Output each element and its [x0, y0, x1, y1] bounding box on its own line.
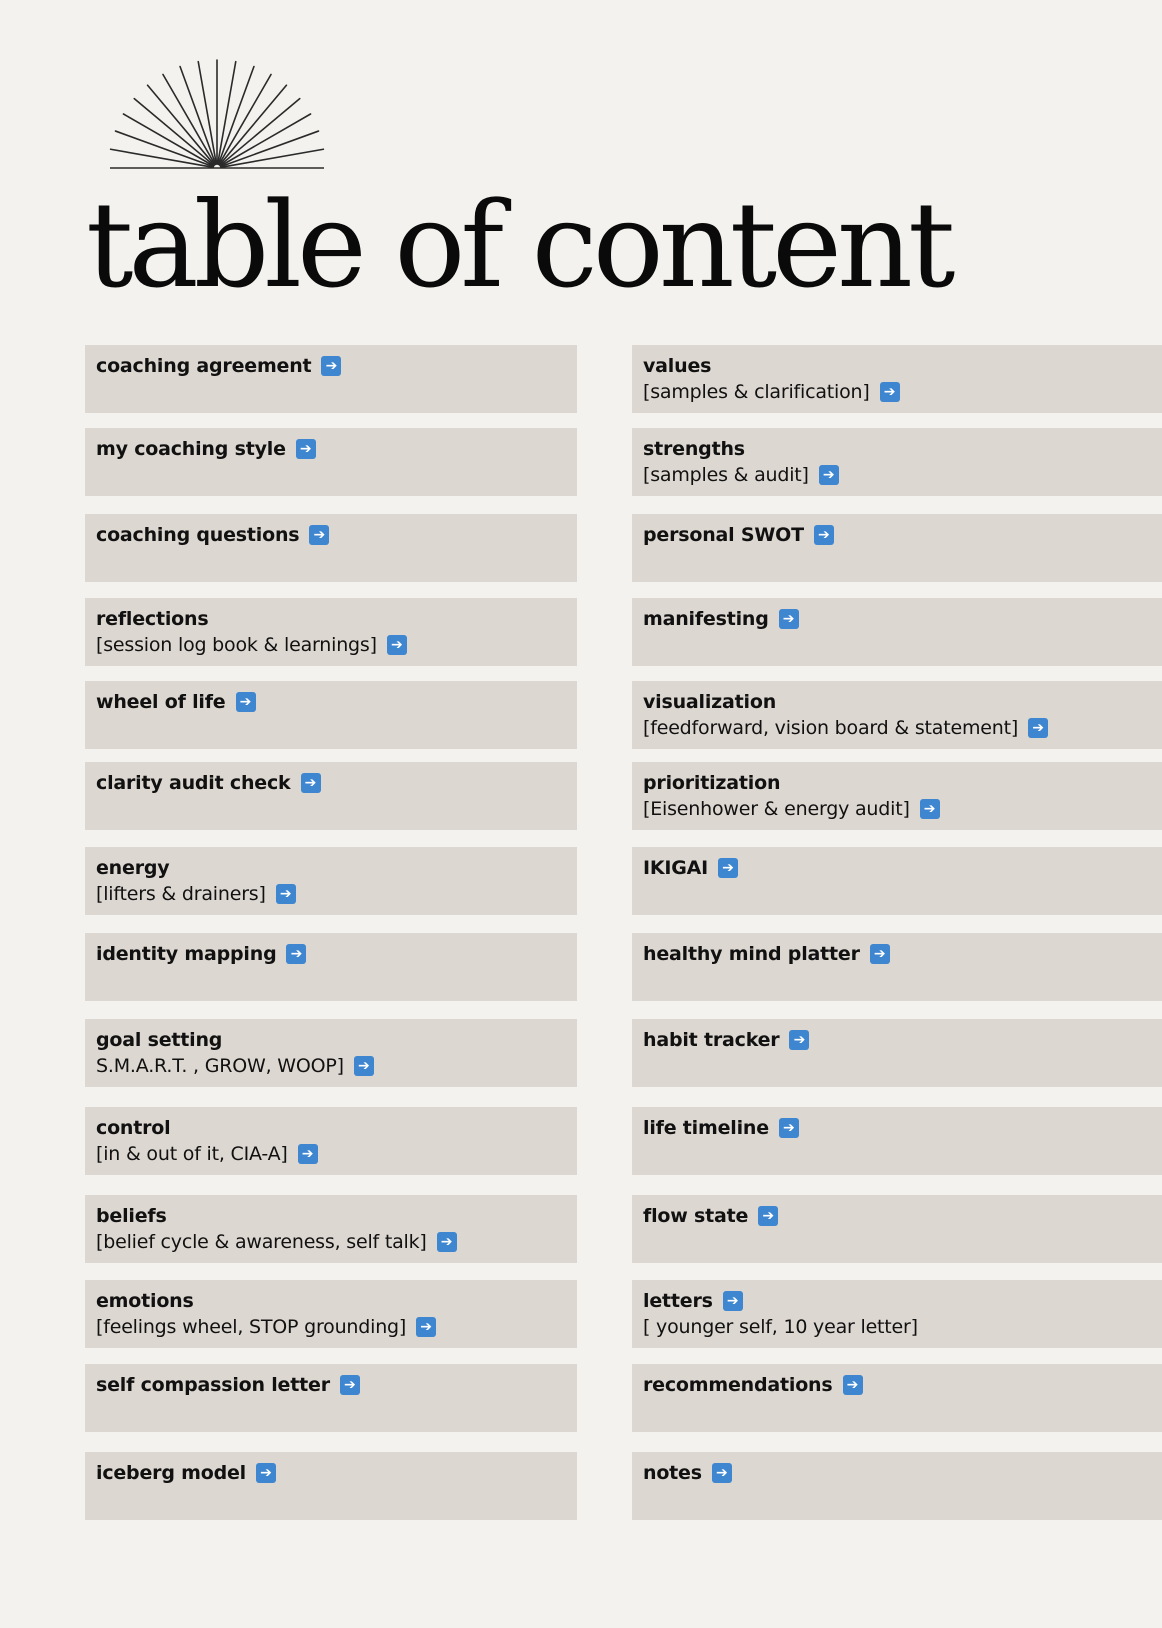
- toc-entry-label: prioritization: [643, 772, 781, 794]
- toc-entry-label: my coaching style: [96, 438, 286, 460]
- toc-entry-title-line: [96, 1288, 566, 1314]
- arrow-right-icon[interactable]: ➔: [296, 439, 316, 459]
- toc-entry-healthy-mind-platter[interactable]: [632, 933, 1162, 1001]
- toc-entry-label: emotions: [96, 1290, 194, 1312]
- toc-entry-beliefs[interactable]: [85, 1195, 577, 1263]
- toc-entry-label: letters: [643, 1290, 713, 1312]
- toc-entry-label: self compassion letter: [96, 1374, 330, 1396]
- arrow-right-icon[interactable]: ➔: [309, 525, 329, 545]
- toc-entry-subtitle-line: [643, 796, 1151, 822]
- toc-entry-subtitle-line: [643, 462, 1151, 488]
- toc-entry-subtitle-line: [96, 1229, 566, 1255]
- toc-entry-title-line: [96, 1027, 566, 1053]
- toc-entry-strengths[interactable]: [632, 428, 1162, 496]
- arrow-right-icon[interactable]: ➔: [321, 356, 341, 376]
- toc-entry-subtitle: [session log book & learnings]: [96, 634, 377, 656]
- arrow-right-icon[interactable]: ➔: [387, 635, 407, 655]
- toc-entry-subtitle: [in & out of it, CIA-A]: [96, 1143, 288, 1165]
- toc-entry-label: habit tracker: [643, 1029, 780, 1051]
- toc-entry-title-line: [643, 855, 1151, 881]
- toc-entry-label: healthy mind platter: [643, 943, 860, 965]
- arrow-right-icon[interactable]: ➔: [819, 465, 839, 485]
- toc-entry-subtitle-line: [96, 1053, 566, 1079]
- arrow-right-icon[interactable]: ➔: [758, 1206, 778, 1226]
- toc-entry-subtitle: [samples & clarification]: [643, 381, 870, 403]
- toc-entry-subtitle: [feelings wheel, STOP grounding]: [96, 1316, 407, 1338]
- toc-entry-subtitle-line: [96, 881, 566, 907]
- toc-entry-title-line: [643, 1115, 1151, 1141]
- toc-entry-subtitle: [ younger self, 10 year letter]: [643, 1316, 918, 1338]
- toc-entry-prioritization[interactable]: [632, 762, 1162, 830]
- toc-entry-title-line: [96, 522, 566, 548]
- toc-entry-ikigai[interactable]: [632, 847, 1162, 915]
- toc-entry-title-line: [96, 689, 566, 715]
- toc-entry-label: IKIGAI: [643, 857, 709, 879]
- toc-entry-label: wheel of life: [96, 691, 226, 713]
- toc-entry-label: flow state: [643, 1205, 749, 1227]
- toc-entry-notes[interactable]: [632, 1452, 1162, 1520]
- arrow-right-icon[interactable]: ➔: [276, 884, 296, 904]
- toc-entry-subtitle-line: [643, 379, 1151, 405]
- arrow-right-icon[interactable]: ➔: [354, 1056, 374, 1076]
- toc-entry-label: values: [643, 355, 712, 377]
- toc-entry-label: energy: [96, 857, 170, 879]
- toc-entry-subtitle-line: [96, 1141, 566, 1167]
- toc-entry-title-line: [96, 1460, 566, 1486]
- toc-entry-subtitle-line: [643, 715, 1151, 741]
- toc-entry-title-line: [96, 770, 566, 796]
- toc-entry-title-line: [643, 606, 1151, 632]
- arrow-right-icon[interactable]: ➔: [779, 609, 799, 629]
- toc-entry-clarity-audit-check[interactable]: [85, 762, 577, 830]
- toc-entry-subtitle-line: [96, 1314, 566, 1340]
- arrow-right-icon[interactable]: ➔: [843, 1375, 863, 1395]
- toc-entry-iceberg-model[interactable]: [85, 1452, 577, 1520]
- toc-entry-habit-tracker[interactable]: [632, 1019, 1162, 1087]
- toc-entry-label: notes: [643, 1462, 702, 1484]
- toc-entry-title-line: [96, 1203, 566, 1229]
- arrow-right-icon[interactable]: ➔: [301, 773, 321, 793]
- toc-entry-manifesting[interactable]: [632, 598, 1162, 666]
- toc-entry-label: coaching questions: [96, 524, 300, 546]
- arrow-right-icon[interactable]: ➔: [712, 1463, 732, 1483]
- toc-entry-coaching-agreement[interactable]: [85, 345, 577, 413]
- toc-entry-label: personal SWOT: [643, 524, 804, 546]
- toc-entry-letters[interactable]: [632, 1280, 1162, 1348]
- toc-entry-title-line: [643, 353, 1151, 379]
- arrow-right-icon[interactable]: ➔: [723, 1291, 743, 1311]
- arrow-right-icon[interactable]: ➔: [286, 944, 306, 964]
- toc-entry-title-line: [643, 436, 1151, 462]
- arrow-right-icon[interactable]: ➔: [298, 1144, 318, 1164]
- toc-entry-recommendations[interactable]: [632, 1364, 1162, 1432]
- toc-entry-self-compassion-letter[interactable]: [85, 1364, 577, 1432]
- toc-entry-values[interactable]: [632, 345, 1162, 413]
- toc-entry-subtitle-line: [643, 1314, 1151, 1340]
- toc-entry-title-line: [643, 689, 1151, 715]
- toc-entry-coaching-questions[interactable]: [85, 514, 577, 582]
- toc-entry-subtitle: S.M.A.R.T. , GROW, WOOP]: [96, 1055, 344, 1077]
- toc-entry-life-timeline[interactable]: [632, 1107, 1162, 1175]
- toc-entry-label: clarity audit check: [96, 772, 291, 794]
- toc-entry-personal-swot[interactable]: [632, 514, 1162, 582]
- toc-entry-label: identity mapping: [96, 943, 277, 965]
- toc-entry-label: manifesting: [643, 608, 769, 630]
- toc-entry-title-line: [643, 770, 1151, 796]
- toc-entry-subtitle: [lifters & drainers]: [96, 883, 266, 905]
- toc-entry-title-line: [96, 941, 566, 967]
- toc-entry-identity-mapping[interactable]: [85, 933, 577, 1001]
- arrow-right-icon[interactable]: ➔: [814, 525, 834, 545]
- arrow-right-icon[interactable]: ➔: [416, 1317, 436, 1337]
- toc-entry-subtitle: [Eisenhower & energy audit]: [643, 798, 910, 820]
- toc-entry-goal-setting[interactable]: [85, 1019, 577, 1087]
- toc-entry-energy[interactable]: [85, 847, 577, 915]
- toc-entry-label: coaching agreement: [96, 355, 312, 377]
- toc-entry-label: control: [96, 1117, 171, 1139]
- toc-entry-label: strengths: [643, 438, 745, 460]
- sunburst-logo: [108, 58, 326, 172]
- toc-entry-subtitle-line: [96, 632, 566, 658]
- toc-entry-label: reflections: [96, 608, 209, 630]
- toc-entry-title-line: [643, 1372, 1151, 1398]
- page-title: table of content: [86, 176, 951, 314]
- toc-entry-label: iceberg model: [96, 1462, 246, 1484]
- arrow-right-icon[interactable]: ➔: [779, 1118, 799, 1138]
- toc-entry-emotions[interactable]: [85, 1280, 577, 1348]
- toc-entry-title-line: [96, 1372, 566, 1398]
- toc-entry-title-line: [643, 941, 1151, 967]
- toc-entry-flow-state[interactable]: [632, 1195, 1162, 1263]
- toc-entry-title-line: [96, 353, 566, 379]
- toc-entry-wheel-of-life[interactable]: [85, 681, 577, 749]
- arrow-right-icon[interactable]: ➔: [340, 1375, 360, 1395]
- toc-entry-subtitle: [samples & audit]: [643, 464, 809, 486]
- toc-entry-title-line: [96, 1115, 566, 1141]
- arrow-right-icon[interactable]: ➔: [256, 1463, 276, 1483]
- arrow-right-icon[interactable]: ➔: [870, 944, 890, 964]
- arrow-right-icon[interactable]: ➔: [437, 1232, 457, 1252]
- toc-entry-title-line: [643, 522, 1151, 548]
- toc-entry-label: life timeline: [643, 1117, 769, 1139]
- toc-entry-title-line: [643, 1203, 1151, 1229]
- arrow-right-icon[interactable]: ➔: [789, 1030, 809, 1050]
- arrow-right-icon[interactable]: ➔: [718, 858, 738, 878]
- toc-entry-label: goal setting: [96, 1029, 223, 1051]
- arrow-right-icon[interactable]: ➔: [1028, 718, 1048, 738]
- arrow-right-icon[interactable]: ➔: [236, 692, 256, 712]
- toc-entry-reflections[interactable]: [85, 598, 577, 666]
- toc-entry-label: recommendations: [643, 1374, 833, 1396]
- toc-entry-label: beliefs: [96, 1205, 167, 1227]
- toc-entry-my-coaching-style[interactable]: [85, 428, 577, 496]
- toc-entry-subtitle: [feedforward, vision board & statement]: [643, 717, 1019, 739]
- toc-entry-title-line: [643, 1460, 1151, 1486]
- toc-entry-control[interactable]: [85, 1107, 577, 1175]
- toc-entry-visualization[interactable]: [632, 681, 1162, 749]
- toc-entry-title-line: [96, 436, 566, 462]
- toc-entry-title-line: [96, 855, 566, 881]
- arrow-right-icon[interactable]: ➔: [920, 799, 940, 819]
- toc-entry-title-line: [643, 1288, 1151, 1314]
- toc-entry-label: visualization: [643, 691, 777, 713]
- arrow-right-icon[interactable]: ➔: [880, 382, 900, 402]
- toc-entry-title-line: [643, 1027, 1151, 1053]
- toc-entry-subtitle: [belief cycle & awareness, self talk]: [96, 1231, 427, 1253]
- toc-entry-title-line: [96, 606, 566, 632]
